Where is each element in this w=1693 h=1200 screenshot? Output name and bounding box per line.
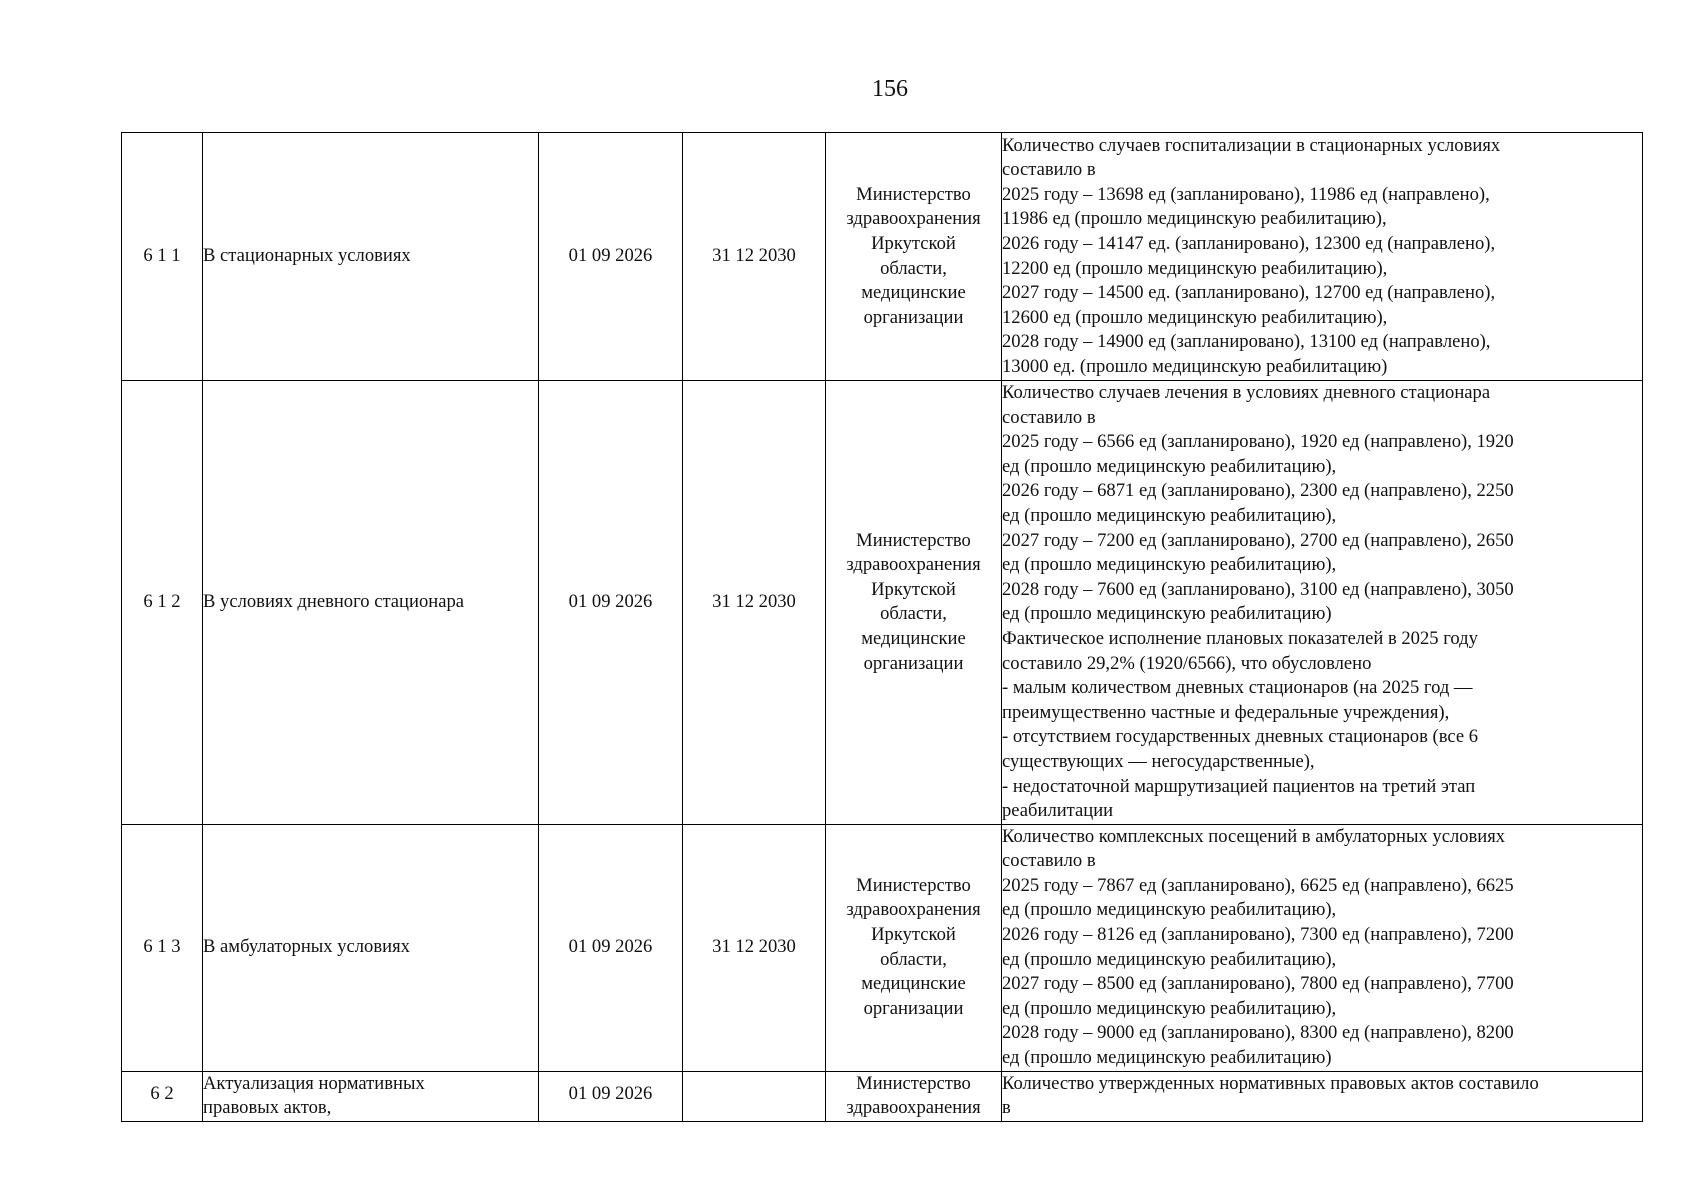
result-line: составило в [1002, 159, 1096, 181]
executor [826, 133, 1002, 381]
result-line: 11986 ед (прошло медицинскую реабилитацию), [1002, 208, 1387, 230]
result-line: 2027 году – 14500 ед. (запланировано), 12700 ед (направлено), [1002, 282, 1496, 304]
result-line: Количество утвержденных нормативных правовых актов составило [1002, 1072, 1539, 1094]
result-line: ед (прошло медицинскую реабилитацию), [1002, 554, 1337, 576]
result-line: ед (прошло медицинскую реабилитацию) [1002, 1047, 1332, 1069]
result-line: ед (прошло медицинскую реабилитацию), [1002, 504, 1337, 526]
executor [826, 1071, 1002, 1121]
executor [826, 824, 1002, 1071]
result-line: - недостаточной маршрутизацией пациентов на третий этап [1002, 775, 1476, 797]
executor-line: здравоохранения [846, 899, 981, 921]
measure-name [203, 381, 539, 825]
executor-line: здравоохранения [846, 554, 981, 576]
executor-line: организации [863, 997, 964, 1019]
table-row [122, 133, 1643, 381]
result-line: ед (прошло медицинскую реабилитацию), [1002, 948, 1337, 970]
executor-line: области, [880, 603, 947, 625]
executor [826, 381, 1002, 825]
result-description [1002, 824, 1643, 1071]
result-line: 2026 году – 6871 ед (запланировано), 2300 ед (направлено), 2250 [1002, 480, 1514, 502]
measure-name [203, 1071, 539, 1121]
result-line: ед (прошло медицинскую реабилитацию) [1002, 603, 1332, 625]
start-date: 01 09 2026 [539, 1071, 683, 1121]
result-line: реабилитации [1002, 800, 1114, 822]
result-line: Количество случаев лечения в условиях дневного стационара [1002, 382, 1491, 403]
executor-line: Министерство [856, 529, 971, 551]
result-line: составило в [1002, 406, 1096, 428]
executor-line: Министерство [856, 1072, 971, 1094]
result-line: 12200 ед (прошло медицинскую реабилитацию), [1002, 257, 1388, 279]
result-line: преимущественно частные и федеральные учреждения), [1002, 701, 1450, 723]
row-number: 6 2 [122, 1071, 203, 1121]
measure-name-line: правовых актов, [203, 1097, 332, 1119]
result-line: 2028 году – 7600 ед (запланировано), 3100 ед (направлено), 3050 [1002, 578, 1514, 600]
start-date: 01 09 2026 [539, 133, 683, 381]
measure-name [203, 133, 539, 381]
result-line: составило 29,2% (1920/6566), что обусловлено [1002, 652, 1372, 674]
executor-line: медицинские [861, 282, 966, 304]
table-row [122, 824, 1643, 1071]
result-description [1002, 381, 1643, 825]
result-line: ед (прошло медицинскую реабилитацию), [1002, 455, 1337, 477]
start-date: 01 09 2026 [539, 824, 683, 1071]
executor-line: области, [880, 257, 947, 279]
page-number: 156 [872, 76, 908, 102]
result-line: 2027 году – 7200 ед (запланировано), 2700 ед (направлено), 2650 [1002, 529, 1514, 551]
result-line: 13000 ед. (прошло медицинскую реабилитацию) [1002, 355, 1388, 377]
result-line: 2025 году – 13698 ед (запланировано), 11986 ед (направлено), [1002, 183, 1490, 205]
result-line: 2026 году – 8126 ед (запланировано), 7300 ед (направлено), 7200 [1002, 924, 1514, 946]
executor-line: медицинские [861, 973, 966, 995]
executor-line: Иркутской [871, 578, 956, 600]
result-line: - отсутствием государственных дневных стационаров (все 6 [1002, 726, 1479, 748]
measure-name-line: В амбулаторных условиях [203, 936, 410, 958]
result-line: 2027 году – 8500 ед (запланировано), 7800 ед (направлено), 7700 [1002, 973, 1514, 995]
result-line: 2028 году – 14900 ед (запланировано), 13100 ед (направлено), [1002, 331, 1491, 353]
result-line: 2028 году – 9000 ед (запланировано), 8300 ед (направлено), 8200 [1002, 1022, 1514, 1044]
table-row [122, 381, 1643, 825]
result-line: Количество комплексных посещений в амбулаторных условиях [1002, 825, 1506, 847]
result-description [1002, 133, 1643, 381]
row-number: 6 1 1 [122, 133, 203, 381]
measure-name [203, 824, 539, 1071]
result-description [1002, 1071, 1643, 1121]
result-line: 12600 ед (прошло медицинскую реабилитацию), [1002, 306, 1388, 328]
executor-line: организации [863, 306, 964, 328]
end-date: 31 12 2030 [683, 133, 826, 381]
executor-line: Министерство [856, 874, 971, 896]
result-line: составило в [1002, 850, 1096, 872]
row-number: 6 1 3 [122, 824, 203, 1071]
result-line: - малым количеством дневных стационаров (на 2025 год — [1002, 677, 1473, 699]
result-line: 2025 году – 7867 ед (запланировано), 6625 ед (направлено), 6625 [1002, 874, 1514, 896]
executor-line: Иркутской [871, 924, 956, 946]
result-line: ед (прошло медицинскую реабилитацию), [1002, 899, 1337, 921]
executor-line: организации [863, 652, 964, 674]
measure-name-line: В стационарных условиях [203, 245, 411, 267]
measure-name-line: Актуализация нормативных [203, 1072, 425, 1094]
row-number: 6 1 2 [122, 381, 203, 825]
result-line: 2025 году – 6566 ед (запланировано), 1920 ед (направлено), 1920 [1002, 431, 1514, 453]
executor-line: Министерство [856, 183, 971, 205]
measure-name-line: В условиях дневного стационара [203, 591, 465, 613]
result-line: существующих — негосударственные), [1002, 750, 1315, 772]
executor-line: здравоохранения [846, 208, 981, 230]
executor-line: медицинские [861, 627, 966, 649]
measures-table [121, 132, 1643, 1122]
result-line: ед (прошло медицинскую реабилитацию), [1002, 997, 1337, 1019]
end-date [683, 1071, 826, 1121]
executor-line: области, [880, 948, 947, 970]
end-date: 31 12 2030 [683, 824, 826, 1071]
start-date: 01 09 2026 [539, 381, 683, 825]
result-line: в [1002, 1097, 1011, 1119]
result-line: 2026 году – 14147 ед. (запланировано), 12300 ед (направлено), [1002, 232, 1496, 254]
result-line: Фактическое исполнение плановых показателей в 2025 году [1002, 627, 1478, 649]
executor-line: здравоохранения [846, 1097, 981, 1119]
result-line: Количество случаев госпитализации в стационарных условиях [1002, 134, 1501, 156]
table-row [122, 1071, 1643, 1121]
executor-line: Иркутской [871, 232, 956, 254]
end-date: 31 12 2030 [683, 381, 826, 825]
